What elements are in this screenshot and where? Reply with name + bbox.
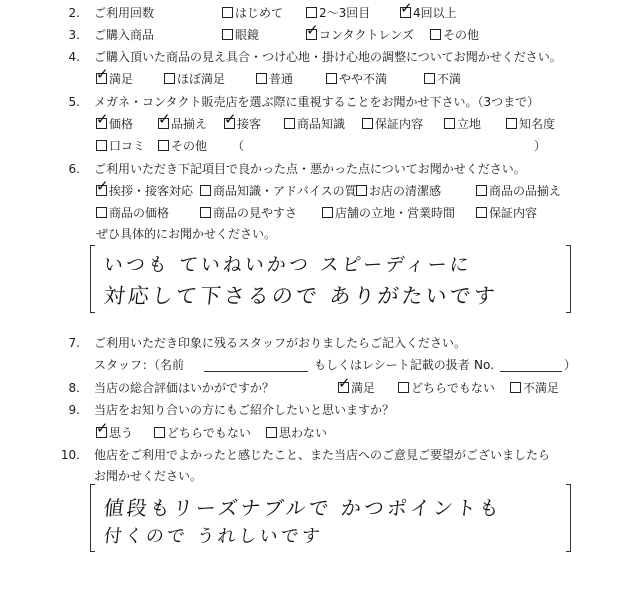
q5-option-price[interactable] — [96, 117, 133, 131]
option-label: その他 — [171, 139, 208, 153]
q6-option-location-hours[interactable] — [322, 206, 455, 220]
checkbox[interactable] — [256, 73, 267, 84]
q7-number-input-line[interactable] — [500, 371, 562, 372]
checkbox[interactable] — [430, 29, 441, 40]
checkbox[interactable] — [338, 382, 349, 393]
q6-option-visibility[interactable] — [200, 206, 297, 220]
q6-option-assortment[interactable] — [476, 184, 561, 198]
checkbox[interactable] — [222, 29, 233, 40]
q6-option-cleanliness[interactable] — [356, 184, 441, 198]
option-label: 価格 — [109, 117, 134, 131]
q8-option-neutral[interactable] — [398, 381, 495, 395]
checkbox[interactable] — [356, 185, 367, 196]
q10-bracket-left — [90, 484, 95, 552]
option-label: 思う — [109, 426, 134, 440]
q6-bracket-left — [90, 245, 95, 313]
checkbox[interactable] — [96, 427, 107, 438]
q3-question: ご購入商品 — [94, 28, 155, 42]
q3-option-other[interactable] — [430, 28, 479, 42]
checkbox[interactable] — [362, 118, 373, 129]
q5-other-close-paren: ） — [534, 139, 547, 153]
option-label: 品揃え — [171, 117, 208, 131]
option-label: 商品知識 — [297, 117, 346, 131]
q9-option-no[interactable] — [266, 426, 327, 440]
option-label: 商品知識・アドバイスの質 — [213, 184, 357, 198]
q9-option-yes[interactable] — [96, 426, 133, 440]
q7-name-input-line[interactable] — [204, 371, 308, 372]
q3-option-contact[interactable] — [306, 28, 414, 42]
option-label: 保証内容 — [489, 206, 538, 220]
option-label: やや不満 — [339, 72, 388, 86]
option-label: 立地 — [457, 117, 482, 131]
q4-number: 4. — [68, 50, 80, 64]
q6-option-advice[interactable] — [200, 184, 357, 198]
q6-handwritten-line1[interactable]: いつも ていねいかつ スピーディーに — [102, 254, 473, 276]
option-label: 商品の価格 — [109, 206, 170, 220]
option-label: どちらでもない — [411, 381, 495, 395]
option-label: 商品の品揃え — [489, 184, 562, 198]
checkbox[interactable] — [424, 73, 435, 84]
q4-option-normal[interactable] — [256, 72, 293, 86]
q2-question: ご利用回数 — [94, 6, 155, 20]
option-label: 不満 — [437, 72, 462, 86]
q3-number: 3. — [68, 28, 80, 42]
q2-number: 2. — [68, 6, 80, 20]
option-label: 不満足 — [523, 381, 560, 395]
checkbox[interactable] — [326, 73, 337, 84]
q6-option-greeting[interactable] — [96, 184, 193, 198]
option-label: 挨拶・接客対応 — [109, 184, 194, 198]
checkbox[interactable] — [322, 207, 333, 218]
checkbox[interactable] — [158, 140, 169, 151]
checkbox[interactable] — [224, 118, 235, 129]
option-label: 2～3回目 — [319, 6, 371, 20]
checkbox[interactable] — [200, 207, 211, 218]
q6-detail-prompt: ぜひ具体的にお聞かせください。 — [96, 227, 277, 241]
q5-option-other[interactable] — [158, 139, 207, 153]
q10-handwritten-line2[interactable]: 付くので うれしいです — [102, 526, 324, 547]
q10-handwritten-line1[interactable]: 値段もリーズナブルで かつポイントも — [102, 496, 504, 520]
option-label: どちらでもない — [167, 426, 251, 440]
q5-option-selection[interactable] — [158, 117, 207, 131]
option-label: 思わない — [279, 426, 328, 440]
checkbox[interactable] — [306, 29, 317, 40]
option-label: ほぼ満足 — [177, 72, 226, 86]
option-label: 知名度 — [519, 117, 556, 131]
q4-option-satisfied[interactable] — [96, 72, 133, 86]
q4-option-mostly[interactable] — [164, 72, 225, 86]
q5-option-warranty[interactable] — [362, 117, 423, 131]
q5-number: 5. — [68, 95, 80, 109]
q9-option-neutral[interactable] — [154, 426, 251, 440]
q7-close-paren: ） — [564, 358, 577, 372]
option-label: 普通 — [269, 72, 294, 86]
q6-number: 6. — [68, 162, 80, 176]
checkbox[interactable] — [284, 118, 295, 129]
option-label: 満足 — [351, 381, 376, 395]
option-label: 接客 — [237, 117, 262, 131]
q7-no-label: No. — [474, 358, 494, 372]
checkbox[interactable] — [398, 382, 409, 393]
checkbox[interactable] — [306, 7, 317, 18]
q9-number: 9. — [68, 403, 80, 417]
q2-option-2-3-times[interactable] — [306, 6, 370, 20]
q4-option-dissatisfied[interactable] — [424, 72, 461, 86]
checkbox[interactable] — [476, 207, 487, 218]
checkbox[interactable] — [96, 140, 107, 151]
q2-option-first-time[interactable] — [222, 6, 283, 20]
option-label: はじめて — [235, 6, 284, 20]
option-label: 保証内容 — [375, 117, 424, 131]
q7-question: ご利用いただき印象に残るスタッフがおりましたらご記入ください。 — [94, 336, 467, 350]
checkbox[interactable] — [510, 382, 521, 393]
q3-option-glasses[interactable] — [222, 28, 259, 42]
checkbox[interactable] — [506, 118, 517, 129]
q6-option-warranty[interactable] — [476, 206, 537, 220]
checkbox[interactable] — [200, 185, 211, 196]
q5-question: メガネ・コンタクト販売店を選ぶ際に重視することをお聞かせ下さい。（3つまで） — [94, 95, 540, 109]
q8-option-dissatisfied[interactable] — [510, 381, 559, 395]
checkbox[interactable] — [400, 7, 411, 18]
option-label: コンタクトレンズ — [319, 28, 414, 42]
checkbox[interactable] — [154, 427, 165, 438]
q7-number: 7. — [68, 336, 80, 350]
option-label: 4回以上 — [413, 6, 457, 20]
checkbox[interactable] — [158, 118, 169, 129]
option-label: 店舗の立地・営業時間 — [335, 206, 456, 220]
checkbox[interactable] — [96, 118, 107, 129]
q10-question-line1: 他店をご利用でよかったと感じたこと、また当店へのご意見ご要望がございましたら — [94, 448, 551, 462]
q9-question: 当店をお知り合いの方にもご紹介したいと思いますか？ — [94, 403, 395, 417]
option-label: 満足 — [109, 72, 134, 86]
checkbox[interactable] — [164, 73, 175, 84]
q8-option-satisfied[interactable] — [338, 381, 375, 395]
option-label: 眼鏡 — [235, 28, 260, 42]
q7-receipt-label: もしくはレシート記載の扱者 — [314, 358, 470, 372]
checkbox[interactable] — [96, 185, 107, 196]
q8-number: 8. — [68, 381, 80, 395]
q5-option-location[interactable] — [444, 117, 481, 131]
option-label: 商品の見やすさ — [213, 206, 298, 220]
q6-bracket-right — [566, 245, 571, 313]
q10-question-line2: お聞かせください。 — [94, 469, 203, 483]
q6-question: ご利用いただき下記項目で良かった点・悪かった点についてお聞かせください。 — [94, 162, 526, 176]
option-label: その他 — [443, 28, 480, 42]
checkbox[interactable] — [444, 118, 455, 129]
q5-option-word-of-mouth[interactable] — [96, 139, 145, 153]
q10-bracket-right — [566, 484, 571, 552]
q4-question: ご購入頂いた商品の見え具合・つけ心地・掛け心地の調整についてお聞かせください。 — [94, 50, 562, 64]
checkbox[interactable] — [266, 427, 277, 438]
q10-number: 10. — [60, 448, 80, 462]
q2-option-4-plus[interactable] — [400, 6, 457, 20]
q6-handwritten-line2[interactable]: 対応して下さるので ありがたいです — [102, 284, 499, 308]
checkbox[interactable] — [222, 7, 233, 18]
q5-option-service[interactable] — [224, 117, 261, 131]
q7-staff-label: スタッフ：（名前 — [94, 358, 185, 372]
option-label: お店の清潔感 — [369, 184, 442, 198]
q5-other-open-paren: （ — [232, 139, 245, 153]
q5-option-recognition[interactable] — [506, 117, 555, 131]
checkbox[interactable] — [476, 185, 487, 196]
q8-question: 当店の総合評価はいかがですか？ — [94, 381, 275, 395]
q4-option-slightly-dissatisfied[interactable] — [326, 72, 387, 86]
q5-option-product-knowledge[interactable] — [284, 117, 345, 131]
checkbox[interactable] — [96, 73, 107, 84]
option-label: 口コミ — [109, 139, 146, 153]
checkbox[interactable] — [96, 207, 107, 218]
q6-option-price[interactable] — [96, 206, 169, 220]
